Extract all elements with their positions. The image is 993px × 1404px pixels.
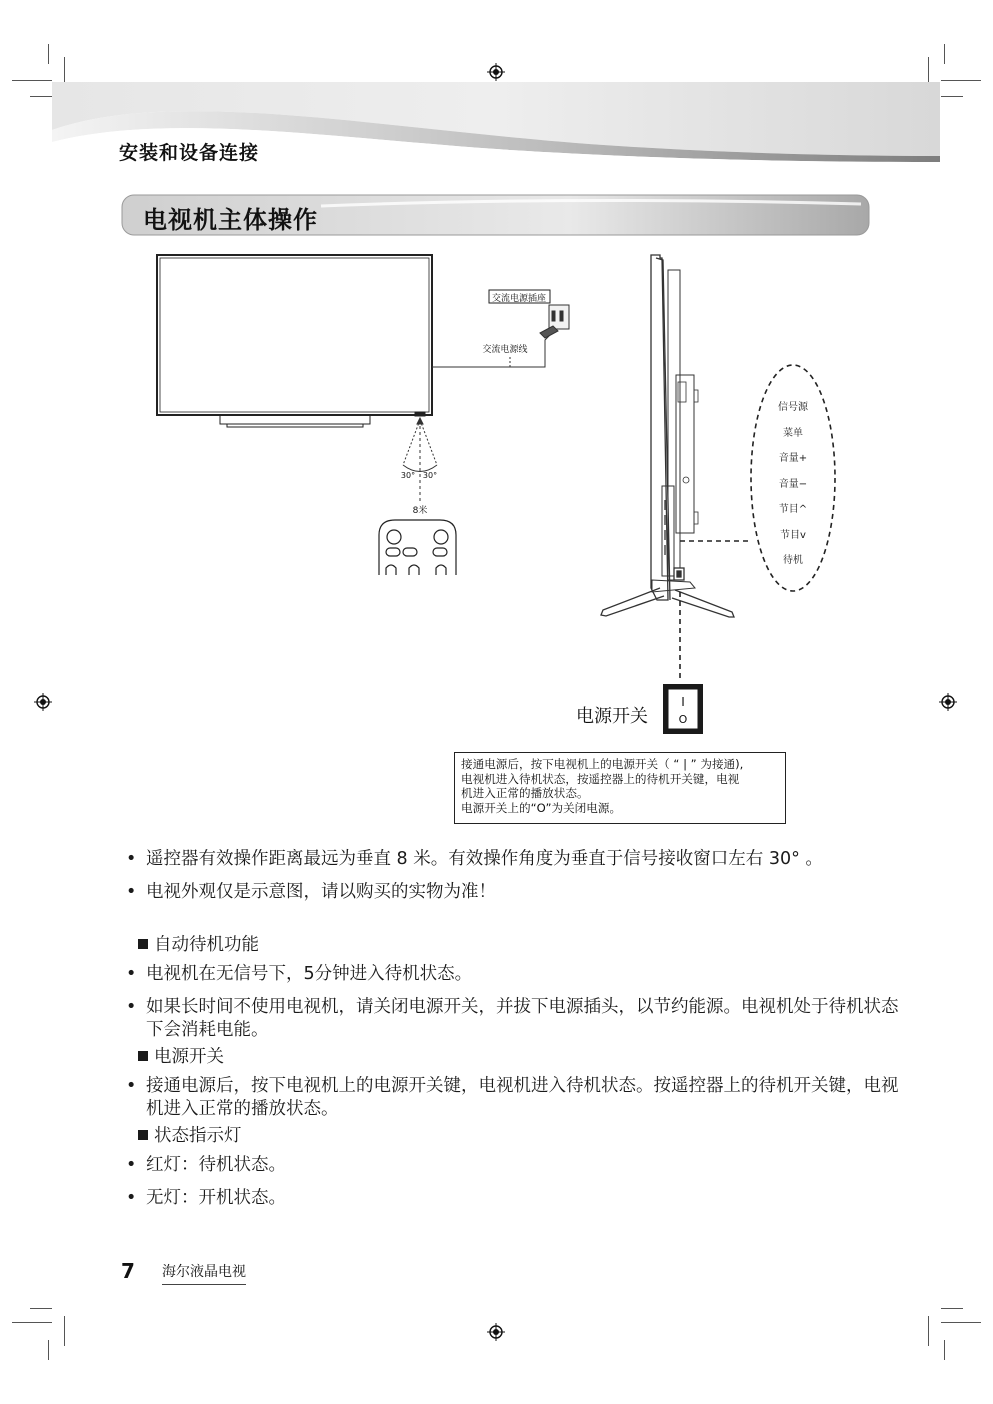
header-swoosh [0,0,993,200]
power-switch-info-box [454,752,786,824]
side-button-label: 音量+ [778,453,808,464]
section-heading-text: 自动待机功能 [154,935,259,955]
list-item: • 接通电源后，按下电视机上的电源开关键，电视机进入待机状态。按遥控器上的待机开关键，电视机进入正常的播放状态。 [124,1075,904,1121]
cord-label: 交流电源线 [482,345,528,355]
side-button-label: 待机 [783,555,803,566]
info-line: 机进入正常的播放状态。 [461,786,589,800]
switch-on-symbol: I [681,695,685,709]
list-item: • 如果长时间不使用电视机，请关闭电源开关，并拔下电源插头，以节约能源。电视机处于待机状态下会消耗电能。 [124,996,904,1042]
power-switch-icon [662,683,704,735]
distance-label: 8米 [412,506,428,516]
angle-right-label: 30° [422,471,438,480]
registration-mark-icon [487,1323,505,1341]
info-line: 接通电源后，按下电视机上的电源开关（ “ | ” 为接通), [461,757,744,771]
section-heading [124,934,904,957]
section-label: 安装和设备连接 [119,142,260,164]
remote-angle-indicator [400,418,437,504]
page-title: 电视机主体操作 [143,206,318,234]
side-button-list [763,398,823,577]
page-number: 7 [121,1259,135,1283]
list-item: • 电视机在无信号下，5分钟进入待机状态。 [124,963,904,986]
info-line: 电源开关上的“O”为关闭电源。 [461,800,622,815]
switch-off-symbol: O [678,713,688,726]
list-item: • 红灯：待机状态。 [124,1154,904,1177]
footer-brand: 海尔液晶电视 [162,1261,246,1285]
square-bullet-icon [138,1130,148,1140]
list-item: • 无灯：开机状态。 [124,1187,904,1210]
section-heading [124,1046,904,1069]
square-bullet-icon [138,939,148,949]
side-button-label: 音量− [778,478,808,490]
section-heading-text: 状态指示灯 [154,1126,242,1146]
power-switch-label: 电源开关 [576,706,648,727]
side-button-label: 节目v [780,529,806,541]
tv-operation-diagram [0,240,993,710]
side-button-label: 信号源 [778,402,808,413]
side-button-label: 节目^ [778,504,808,515]
body-text [124,848,904,1210]
section-heading [124,1125,904,1148]
socket-label: 交流电源插座 [491,294,547,304]
angle-left-label: 30° [400,471,416,480]
section-heading-text: 电源开关 [154,1047,224,1067]
side-button-label: 菜单 [783,427,803,439]
tv-side-view [601,255,734,617]
info-line: 电视机进入待机状态，按遥控器上的待机开关键，电视 [461,771,740,786]
note-item: • 电视外观仅是示意图，请以购买的实物为准！ [124,881,904,904]
note-item: • 遥控器有效操作距离最远为垂直 8 米。有效操作角度为垂直于信号接收窗口左右 30° 。 [124,848,904,871]
tv-front-view [157,255,432,427]
square-bullet-icon [138,1051,148,1061]
remote-control-icon [379,520,456,575]
